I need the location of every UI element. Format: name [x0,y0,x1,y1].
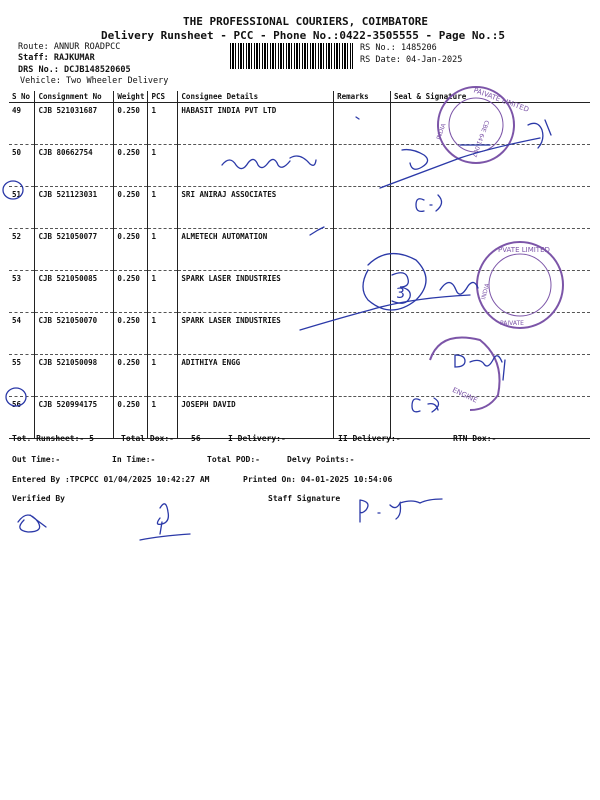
initials-row-51 [416,195,442,211]
col-header-signature: Seal & Signature [390,91,590,103]
signature-row-50-b [380,138,540,188]
cell-consignee: JOSEPH DAVID [178,397,334,439]
col-header-remarks: Remarks [334,91,391,103]
drs-number: DRS No.: DCJB148520605 [18,65,131,75]
circle-mark-56 [6,388,26,406]
cell-weight: 0.250 [114,397,148,439]
cell-pcs: 1 [148,145,178,187]
cell-pcs: 1 [148,397,178,439]
cell-sno: 54 [9,313,35,355]
route-label: Route: ANNUR ROADPCC [18,42,121,52]
tot-runsheet: Tot. Runsheet:- 5 [12,434,94,443]
company-seal-bottom [430,338,500,411]
cell-weight: 0.250 [114,229,148,271]
tick-row-52 [310,227,324,235]
rs-number: RS No.: 1485206 [360,43,437,53]
runsheet-title: Delivery Runsheet - PCC - Phone No.:0422-3505555 - Page No.:5 [101,29,505,42]
cell-sno: 53 [9,271,35,313]
verified-signature-2 [140,504,190,540]
cell-pcs: 1 [148,271,178,313]
cell-consignment: CJB 521050070 [35,313,114,355]
verified-signature-1 [18,515,46,532]
svg-text:CBE 641 007: CBE 641 007 [470,119,491,159]
svg-text:PAIVATE: PAIVATE [500,320,524,327]
signature-row-50 [222,156,316,169]
remark-tick [356,117,359,119]
cell-weight: 0.250 [114,187,148,229]
cell-pcs: 1 [148,355,178,397]
staff-label: Staff: RAJKUMAR [18,53,95,63]
cell-pcs: 1 [148,187,178,229]
initials-row-56 [412,398,439,412]
col-header-weight: Weight [114,91,148,103]
cell-consignment: CJB 520994175 [35,397,114,439]
verified-by-label: Verified By [12,494,65,503]
signature-row-49 [528,120,551,148]
i-delivery: I Delivery:- [228,434,286,443]
circled-three-text: 3 [396,286,405,302]
rtn-dox: RTN Dox:- [453,434,497,443]
cell-consignment: CJB 80662754 [35,145,114,187]
circle-mark-51 [3,181,23,199]
out-time: Out Time:- [12,455,61,464]
cell-sno: 51 [9,187,35,229]
total-pod: Total POD:- [207,455,260,464]
cell-pcs: 1 [148,313,178,355]
cell-sno: 55 [9,355,35,397]
line-row-54 [300,295,470,330]
col-header-sno: S No [9,91,35,103]
svg-text:PVATE LIMITED: PVATE LIMITED [498,246,550,254]
ii-delivery: II Delivery:- [338,434,401,443]
cell-consignee: SPARK LASER INDUSTRIES [178,271,334,313]
staff-signature [360,499,442,522]
cell-consignee: ADITHIYA ENGG [178,355,334,397]
col-header-pcs: PCS [148,91,178,103]
cell-weight: 0.250 [114,103,148,145]
cell-consignee: SRI ANIRAJ ASSOCIATES [178,187,334,229]
svg-text:INDIA: INDIA [435,122,448,141]
company-title: THE PROFESSIONAL COURIERS, COIMBATORE [183,15,429,28]
in-time: In Time:- [112,455,156,464]
svg-text:ENGINE: ENGINE [451,386,479,405]
delvy-points: Delvy Points:- [287,455,355,464]
cell-pcs: 1 [148,229,178,271]
entered-by: Entered By :TPCPCC 01/04/2025 10:42:27 AM [12,475,210,484]
cell-consignment: CJB 521031687 [35,103,114,145]
cell-weight: 0.250 [114,355,148,397]
cell-sno: 52 [9,229,35,271]
cell-consignee: SPARK LASER INDUSTRIES [178,313,334,355]
cell-sno: 49 [9,103,35,145]
cell-consignment: CJB 521123031 [35,187,114,229]
cell-weight: 0.250 [114,145,148,187]
cell-weight: 0.250 [114,271,148,313]
cell-consignment: CJB 521050098 [35,355,114,397]
col-header-consignee: Consignee Details [178,91,334,103]
signature-row-53 [440,282,478,294]
rs-date: RS Date: 04-Jan-2025 [360,55,463,65]
company-seal-middle [477,242,563,328]
cell-sno: 50 [9,145,35,187]
svg-text:INDIA: INDIA [480,282,492,301]
cell-consignee: ALMETECH AUTOMATION [178,229,334,271]
cell-sno: 56 [9,397,35,439]
cell-consignee: HABASIT INDIA PVT LTD [178,103,334,145]
vehicle-label: Vehicle: Two Wheeler Delivery [20,76,169,86]
cell-weight: 0.250 [114,313,148,355]
total-dox-value: 56 [191,434,201,443]
cell-pcs: 1 [148,103,178,145]
printed-on: Printed On: 04-01-2025 10:54:06 [243,475,393,484]
total-dox-label: Total Dox:- [121,434,174,443]
cell-consignment: CJB 521050077 [35,229,114,271]
staff-signature-label: Staff Signature [268,494,341,503]
cell-consignment: CJB 521050085 [35,271,114,313]
svg-text:PAIVATE LIMITED: PAIVATE LIMITED [472,86,530,114]
col-header-consignment: Consignment No [35,91,114,103]
